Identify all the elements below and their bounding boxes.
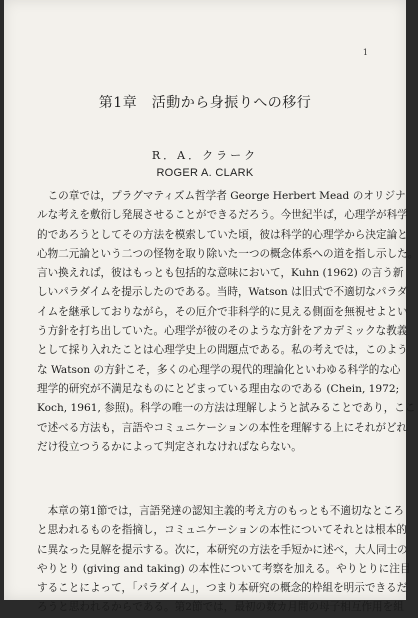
text-line: しいパラダイムを提示したのである。当時，Watson は旧式で不適切なパラダ: [37, 286, 408, 299]
page-number: 1: [362, 48, 368, 57]
text-line: ろうと思われるからである。第2節では，最初の数カ月間の母子相互作用を組: [37, 601, 404, 614]
text-line: やりとり (giving and taking) の本性について考察を加える。やりとりに注目: [37, 562, 411, 575]
chapter-title: 第1章 活動から身振りへの移行: [98, 95, 312, 111]
text-line: 的であろうとしてその方法を模索していた頃，彼は科学的心理学から決定論と: [37, 228, 408, 241]
text-line: することによって，「パラダイム」，つまり本研究の概念的枠組を明示できるだ: [37, 582, 408, 595]
text-line: 理学的研究が不満足なものにとどまっている理由なのである (Chein, 1972;: [37, 382, 400, 395]
body-paragraph-2: [37, 502, 411, 618]
book-page: [4, 0, 418, 614]
text-line: この章では，プラグマティズム哲学者 George Herbert Mead のオリジナ: [37, 190, 406, 202]
text-line: に異なった見解を提示する。次に，本研究の方法を手短かに述べ，大人同士の: [37, 543, 408, 556]
text-line: な Watson の方針こそ，多くの心理学の現代的理論化といわゆる科学的な心: [37, 363, 401, 376]
text-line: だけ役立つうるかによって判定されなければならない。: [37, 440, 302, 453]
text-line: Koch, 1961, 参照)。科学の唯一の方法は理解しようと試みることであり，ここ: [37, 402, 416, 415]
text-line: と思われるものを指摘し，コミュニケーションの本性についてそれとは根本的: [37, 524, 407, 537]
text-line: ルな考えを敷衍し発展させることができるだろう。今世紀半ば，心理学が科学: [37, 209, 408, 222]
author-name-japanese: R．A．クラーク: [151, 149, 259, 162]
text-line: 言い換えれば，彼はもっとも包括的な意味において，Kuhn (1962) の言う新: [37, 267, 404, 280]
text-line: 本章の第1節では，言語発達の認知主義的考え方のもっとも不適切なところ: [37, 505, 404, 517]
text-line: う方針を打ち出していた。心理学が彼のそのような方針をアカデミックな教義: [37, 325, 408, 338]
text-line: 心物二元論という二つの怪物を取り除いた一つの概念体系への道を指し示した。: [37, 247, 418, 260]
text-line: として採り入れたことは心理学史上の問題点である。私の考えでは，このよう: [37, 344, 408, 357]
author-name-english: ROGER A. CLARK: [156, 167, 254, 179]
text-line: で述べる方法も，言語やコミュニケーションの本性を理解する上にそれがどれ: [37, 421, 408, 434]
body-paragraph-1: [37, 187, 418, 457]
text-line: イムを継承しておりながら，その厄介で非科学的に見える側面を無視せよとい: [37, 305, 408, 318]
